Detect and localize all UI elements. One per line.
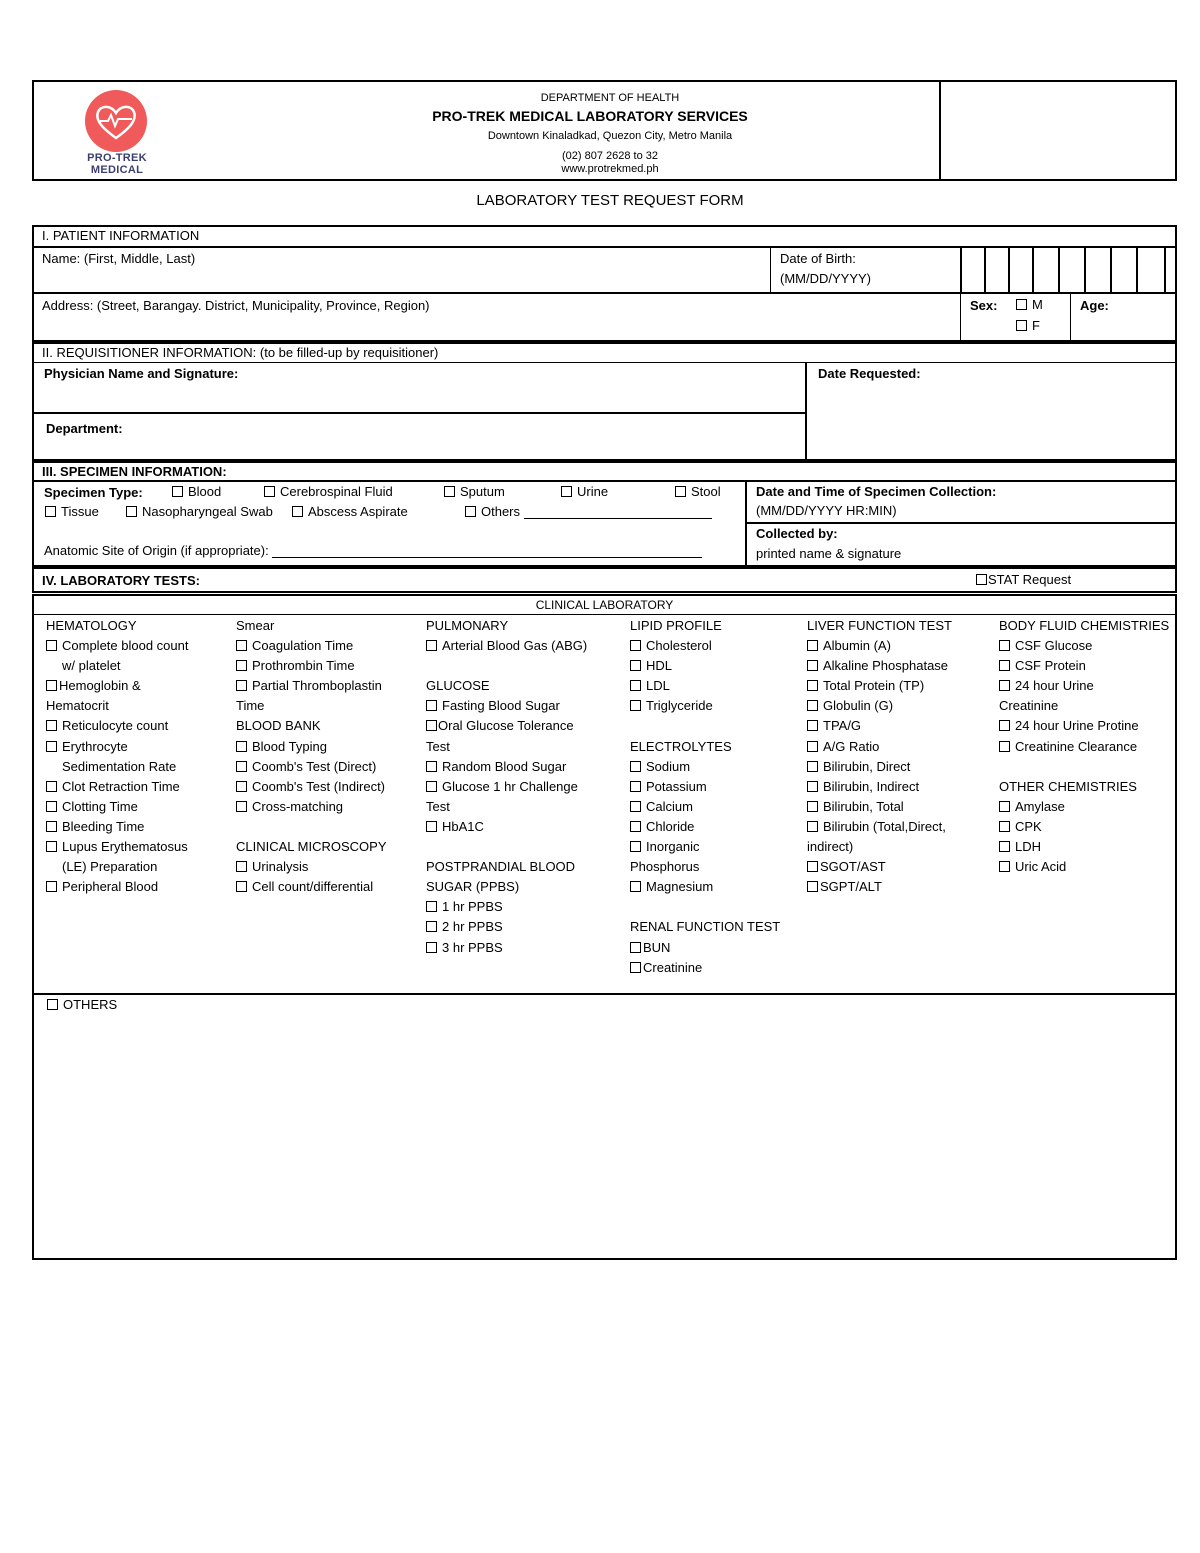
specimen-nasopharyngeal[interactable]: Nasopharyngeal Swab bbox=[126, 504, 273, 520]
glucose-heading: GLUCOSE bbox=[426, 678, 490, 694]
checkbox-icon bbox=[999, 660, 1010, 671]
physician-label: Physician Name and Signature: bbox=[44, 366, 239, 381]
test-ppbs-1hr[interactable]: 1 hr PPBS bbox=[426, 897, 587, 917]
smear-heading: Smear bbox=[236, 618, 275, 633]
test-peripheral-blood[interactable]: Peripheral Blood bbox=[46, 877, 188, 897]
checkbox-icon bbox=[236, 640, 247, 651]
checkbox-icon bbox=[999, 821, 1010, 832]
checkbox-icon bbox=[46, 841, 57, 852]
checkbox-icon bbox=[46, 881, 57, 892]
test-gct-cont: Test bbox=[426, 798, 450, 814]
test-total-protein[interactable]: Total Protein (TP) bbox=[807, 676, 952, 696]
test-sgot[interactable]: SGOT/AST bbox=[807, 857, 952, 877]
sex-label: Sex: bbox=[970, 298, 998, 313]
checkbox-icon bbox=[236, 861, 247, 872]
checkbox-icon bbox=[236, 761, 247, 772]
collection-date-format: (MM/DD/YYYY HR:MIN) bbox=[756, 503, 897, 518]
checkbox-icon bbox=[236, 660, 247, 671]
test-sgpt[interactable]: SGPT/ALT bbox=[807, 877, 952, 897]
test-24hr-urine-protein[interactable]: 24 hour Urine Protine bbox=[999, 716, 1169, 736]
others-option[interactable]: OTHERS bbox=[47, 997, 117, 1013]
checkbox-icon bbox=[999, 680, 1010, 691]
checkbox-icon bbox=[426, 921, 437, 932]
test-hemoglobin-cont: Hematocrit bbox=[46, 698, 109, 714]
checkbox-icon bbox=[236, 801, 247, 812]
checkbox-icon bbox=[999, 841, 1010, 852]
blood-bank-heading: BLOOD BANK bbox=[236, 718, 321, 734]
checkbox-icon bbox=[236, 781, 247, 792]
checkbox-icon bbox=[807, 660, 818, 671]
checkbox-icon bbox=[999, 720, 1010, 731]
test-ldh[interactable]: LDH bbox=[999, 837, 1169, 857]
checkbox-icon bbox=[426, 700, 437, 711]
checkbox-icon bbox=[47, 999, 58, 1010]
checkbox-icon bbox=[426, 781, 437, 792]
pulmonary-heading: PULMONARY bbox=[426, 618, 509, 633]
clinical-laboratory-title: CLINICAL LABORATORY bbox=[535, 598, 674, 612]
anatomic-site-line[interactable] bbox=[272, 544, 702, 558]
test-calcium[interactable]: Calcium bbox=[630, 797, 780, 817]
checkbox-icon bbox=[292, 506, 303, 517]
address-label: Address: (Street, Barangay. District, Municipality, Province, Region) bbox=[42, 298, 430, 313]
checkbox-icon bbox=[426, 720, 437, 731]
checkbox-icon bbox=[630, 640, 641, 651]
checkbox-icon bbox=[426, 821, 437, 832]
checkbox-icon bbox=[807, 861, 818, 872]
checkbox-icon bbox=[630, 700, 641, 711]
collected-by-label: Collected by: bbox=[756, 526, 838, 541]
body-fluid-column bbox=[999, 616, 1169, 877]
specimen-type-label: Specimen Type: bbox=[44, 485, 143, 500]
checkbox-icon bbox=[172, 486, 183, 497]
test-ldl[interactable]: LDL bbox=[630, 676, 780, 696]
checkbox-icon bbox=[999, 640, 1010, 651]
checkbox-icon bbox=[630, 962, 641, 973]
department-heading: DEPARTMENT OF HEALTH bbox=[540, 92, 680, 104]
pulmonary-glucose-column bbox=[426, 616, 587, 958]
name-label: Name: (First, Middle, Last) bbox=[42, 251, 196, 266]
test-lupus-cont: (LE) Preparation bbox=[62, 859, 158, 875]
header-side-box bbox=[939, 80, 1177, 181]
checkbox-icon bbox=[46, 680, 57, 691]
date-requested-label: Date Requested: bbox=[818, 366, 921, 381]
specimen-urine[interactable]: Urine bbox=[561, 484, 608, 500]
test-ptt[interactable]: Partial Thromboplastin bbox=[236, 676, 387, 696]
renal-heading: RENAL FUNCTION TEST bbox=[630, 919, 781, 935]
test-24hr-urine-cont: Creatinine bbox=[999, 698, 1059, 714]
test-phosphorus-cont: Phosphorus bbox=[630, 859, 700, 875]
sex-f-option[interactable]: F bbox=[1016, 318, 1040, 334]
test-bilirubin-direct[interactable]: Bilirubin, Direct bbox=[807, 757, 952, 777]
checkbox-icon bbox=[807, 801, 818, 812]
checkbox-icon bbox=[46, 821, 57, 832]
logo-text: PRO-TREK MEDICAL bbox=[87, 152, 147, 176]
smear-column bbox=[236, 616, 387, 897]
specimen-section-title: III. SPECIMEN INFORMATION: bbox=[42, 464, 227, 479]
test-ppbs-2hr[interactable]: 2 hr PPBS bbox=[426, 917, 587, 937]
checkbox-icon bbox=[465, 506, 476, 517]
test-coomb-direct[interactable]: Coomb's Test (Direct) bbox=[236, 757, 387, 777]
checkbox-icon bbox=[630, 942, 641, 953]
test-albumin[interactable]: Albumin (A) bbox=[807, 636, 952, 656]
checkbox-icon bbox=[999, 741, 1010, 752]
checkbox-icon bbox=[426, 942, 437, 953]
specimen-others-line[interactable] bbox=[524, 505, 712, 519]
test-amylase[interactable]: Amylase bbox=[999, 797, 1169, 817]
checkbox-icon bbox=[807, 640, 818, 651]
test-chloride[interactable]: Chloride bbox=[630, 817, 780, 837]
checkbox-icon bbox=[46, 741, 57, 752]
test-clotting-time[interactable]: Clotting Time bbox=[46, 797, 188, 817]
checkbox-icon bbox=[236, 680, 247, 691]
test-reticulocyte[interactable]: Reticulocyte count bbox=[46, 716, 188, 736]
checkbox-icon bbox=[807, 700, 818, 711]
others-notes-area[interactable] bbox=[34, 1018, 1175, 1258]
test-csf-protein[interactable]: CSF Protein bbox=[999, 656, 1169, 676]
checkbox-icon bbox=[236, 881, 247, 892]
electrolytes-heading: ELECTROLYTES bbox=[630, 738, 732, 754]
specimen-tissue[interactable]: Tissue bbox=[45, 504, 99, 520]
collection-date-label: Date and Time of Specimen Collection: bbox=[756, 484, 997, 499]
organization-website: www.protrekmed.ph bbox=[561, 163, 659, 175]
specimen-stool[interactable]: Stool bbox=[675, 484, 721, 500]
test-phosphorus[interactable]: Inorganic bbox=[630, 837, 780, 857]
requisitioner-section-title: II. REQUISITIONER INFORMATION: (to be filled-up by requisitioner) bbox=[42, 345, 439, 360]
test-ag-ratio[interactable]: A/G Ratio bbox=[807, 737, 952, 757]
test-hdl[interactable]: HDL bbox=[630, 656, 780, 676]
test-lupus[interactable]: Lupus Erythematosus bbox=[46, 837, 188, 857]
checkbox-icon bbox=[1016, 320, 1027, 331]
logo bbox=[62, 88, 172, 176]
checkbox-icon bbox=[426, 761, 437, 772]
checkbox-icon bbox=[999, 801, 1010, 812]
test-gct[interactable]: Glucose 1 hr Challenge bbox=[426, 777, 587, 797]
test-ptt-cont: Time bbox=[236, 698, 265, 714]
test-hemoglobin[interactable]: Hemoglobin & bbox=[46, 676, 188, 696]
ppbs-heading-cont: SUGAR (PPBS) bbox=[426, 879, 520, 895]
checkbox-icon bbox=[976, 574, 987, 585]
test-abg[interactable]: Arterial Blood Gas (ABG) bbox=[426, 636, 587, 656]
checkbox-icon bbox=[1016, 299, 1027, 310]
dob-boxes[interactable] bbox=[960, 247, 1166, 293]
test-cbc-cont: w/ platelet bbox=[62, 658, 121, 674]
lipid-heading: LIPID PROFILE bbox=[630, 618, 722, 633]
checkbox-icon bbox=[630, 680, 641, 691]
collected-by-hint: printed name & signature bbox=[756, 546, 902, 561]
test-esr[interactable]: Erythrocyte bbox=[46, 737, 188, 757]
checkbox-icon bbox=[630, 881, 641, 892]
checkbox-icon bbox=[807, 680, 818, 691]
dob-format: (MM/DD/YYYY) bbox=[780, 271, 871, 286]
checkbox-icon bbox=[630, 761, 641, 772]
test-bleeding-time[interactable]: Bleeding Time bbox=[46, 817, 188, 837]
test-clot-retraction[interactable]: Clot Retraction Time bbox=[46, 777, 188, 797]
test-cell-count[interactable]: Cell count/differential bbox=[236, 877, 387, 897]
test-ogtt-cont: Test bbox=[426, 738, 450, 754]
stat-request[interactable]: STAT Request bbox=[976, 572, 1071, 588]
test-coagulation[interactable]: Coagulation Time bbox=[236, 636, 387, 656]
checkbox-icon bbox=[807, 781, 818, 792]
test-creatinine[interactable]: Creatinine bbox=[630, 958, 780, 978]
organization-name: PRO-TREK MEDICAL LABORATORY SERVICES bbox=[432, 108, 748, 124]
test-uric-acid[interactable]: Uric Acid bbox=[999, 857, 1169, 877]
clinical-microscopy-heading: CLINICAL MICROSCOPY bbox=[236, 839, 387, 855]
hematology-heading: HEMATOLOGY bbox=[46, 618, 137, 633]
test-bilirubin-all-cont: indirect) bbox=[807, 839, 854, 855]
checkbox-icon bbox=[46, 640, 57, 651]
checkbox-icon bbox=[264, 486, 275, 497]
test-magnesium[interactable]: Magnesium bbox=[630, 877, 780, 897]
specimen-others[interactable]: Others bbox=[465, 504, 712, 520]
checkbox-icon bbox=[561, 486, 572, 497]
patient-section-title: I. PATIENT INFORMATION bbox=[42, 228, 200, 243]
test-ppbs-3hr[interactable]: 3 hr PPBS bbox=[426, 938, 587, 958]
checkbox-icon bbox=[630, 821, 641, 832]
organization-phone: (02) 807 2628 to 32 bbox=[561, 150, 659, 162]
checkbox-icon bbox=[444, 486, 455, 497]
name-field[interactable] bbox=[34, 268, 770, 292]
test-tpag[interactable]: TPA/G bbox=[807, 716, 952, 736]
test-triglyceride[interactable]: Triglyceride bbox=[630, 696, 780, 716]
checkbox-icon bbox=[126, 506, 137, 517]
test-globulin[interactable]: Globulin (G) bbox=[807, 696, 952, 716]
test-bilirubin-indirect[interactable]: Bilirubin, Indirect bbox=[807, 777, 952, 797]
test-cpk[interactable]: CPK bbox=[999, 817, 1169, 837]
test-cholesterol[interactable]: Cholesterol bbox=[630, 636, 780, 656]
test-csf-glucose[interactable]: CSF Glucose bbox=[999, 636, 1169, 656]
test-prothrombin[interactable]: Prothrombin Time bbox=[236, 656, 387, 676]
anatomic-site-label: Anatomic Site of Origin (if appropriate): bbox=[44, 543, 702, 559]
other-chemistries-heading: OTHER CHEMISTRIES bbox=[999, 778, 1137, 794]
checkbox-icon bbox=[46, 720, 57, 731]
test-alp[interactable]: Alkaline Phosphatase bbox=[807, 656, 952, 676]
physician-field[interactable] bbox=[34, 384, 804, 410]
ppbs-heading: POSTPRANDIAL BLOOD bbox=[426, 859, 576, 875]
specimen-blood[interactable]: Blood bbox=[172, 484, 221, 500]
organization-address: Downtown Kinaladkad, Quezon City, Metro Manila bbox=[487, 130, 733, 142]
test-ogtt[interactable]: Oral Glucose Tolerance bbox=[426, 716, 587, 736]
checkbox-icon bbox=[630, 660, 641, 671]
form-title: LABORATORY TEST REQUEST FORM bbox=[476, 192, 744, 209]
test-rbs[interactable]: Random Blood Sugar bbox=[426, 757, 587, 777]
checkbox-icon bbox=[807, 741, 818, 752]
specimen-sputum[interactable]: Sputum bbox=[444, 484, 505, 500]
test-24hr-urine[interactable]: 24 hour Urine bbox=[999, 676, 1169, 696]
test-coomb-indirect[interactable]: Coomb's Test (Indirect) bbox=[236, 777, 387, 797]
hematology-column bbox=[46, 616, 188, 897]
liver-heading: LIVER FUNCTION TEST bbox=[807, 618, 952, 633]
lab-tests-title: IV. LABORATORY TESTS: bbox=[42, 573, 200, 588]
test-esr-cont: Sedimentation Rate bbox=[62, 758, 177, 774]
checkbox-icon bbox=[807, 720, 818, 731]
checkbox-icon bbox=[807, 761, 818, 772]
specimen-abscess[interactable]: Abscess Aspirate bbox=[292, 504, 408, 520]
test-sodium[interactable]: Sodium bbox=[630, 757, 780, 777]
address-field[interactable] bbox=[34, 314, 958, 340]
test-bilirubin-all[interactable]: Bilirubin (Total,Direct, bbox=[807, 817, 952, 837]
sex-m-option[interactable]: M bbox=[1016, 297, 1043, 313]
test-bun[interactable]: BUN bbox=[630, 938, 780, 958]
dob-label: Date of Birth: bbox=[780, 251, 856, 266]
age-label: Age: bbox=[1080, 298, 1109, 313]
checkbox-icon bbox=[45, 506, 56, 517]
department-label: Department: bbox=[46, 421, 123, 436]
department-field[interactable] bbox=[34, 438, 804, 459]
checkbox-icon bbox=[630, 781, 641, 792]
test-potassium[interactable]: Potassium bbox=[630, 777, 780, 797]
test-cross-matching[interactable]: Cross-matching bbox=[236, 797, 387, 817]
lipid-electrolytes-column bbox=[630, 616, 780, 978]
body-fluid-heading: BODY FLUID CHEMISTRIES bbox=[999, 618, 1170, 633]
specimen-csf[interactable]: Cerebrospinal Fluid bbox=[264, 484, 393, 500]
checkbox-icon bbox=[46, 781, 57, 792]
checkbox-icon bbox=[46, 801, 57, 812]
checkbox-icon bbox=[630, 801, 641, 812]
checkbox-icon bbox=[675, 486, 686, 497]
checkbox-icon bbox=[807, 821, 818, 832]
checkbox-icon bbox=[807, 881, 818, 892]
date-requested-field[interactable] bbox=[808, 384, 1174, 459]
liver-function-column bbox=[807, 616, 952, 897]
test-creatinine-clearance[interactable]: Creatinine Clearance bbox=[999, 737, 1169, 757]
checkbox-icon bbox=[426, 640, 437, 651]
checkbox-icon bbox=[999, 861, 1010, 872]
test-fbs[interactable]: Fasting Blood Sugar bbox=[426, 696, 587, 716]
test-cbc[interactable]: Complete blood count bbox=[46, 636, 188, 656]
test-blood-typing[interactable]: Blood Typing bbox=[236, 737, 387, 757]
checkbox-icon bbox=[630, 841, 641, 852]
test-hba1c[interactable]: HbA1C bbox=[426, 817, 587, 837]
checkbox-icon bbox=[426, 901, 437, 912]
test-bilirubin-total[interactable]: Bilirubin, Total bbox=[807, 797, 952, 817]
checkbox-icon bbox=[236, 741, 247, 752]
test-urinalysis[interactable]: Urinalysis bbox=[236, 857, 387, 877]
